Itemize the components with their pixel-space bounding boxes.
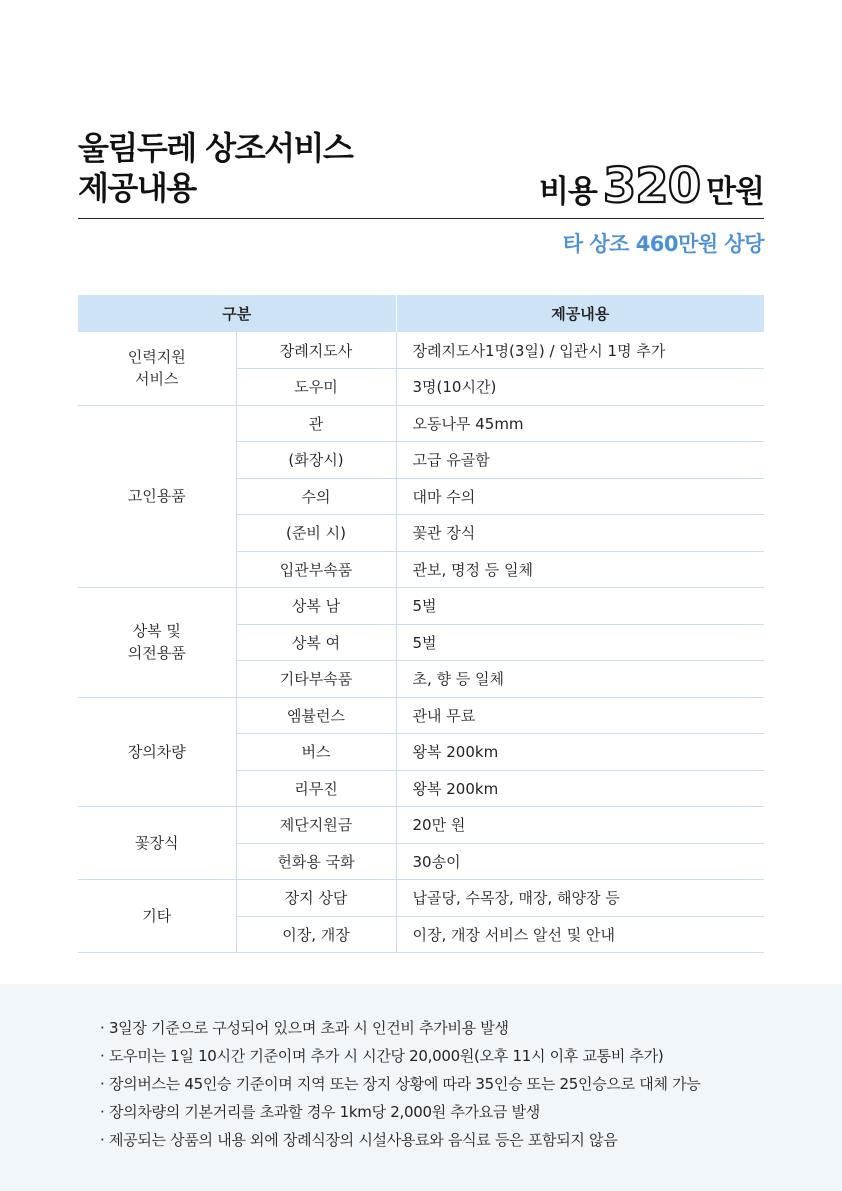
category-label: 장의차량 — [127, 742, 186, 761]
description-cell: 왕복 200km — [396, 734, 764, 771]
item-cell: 장지 상담 — [236, 880, 396, 917]
note-item: · 도우미는 1일 10시간 기준이며 추가 시 시간당 20,000원(오후 11시 이후 교통비 추가) — [100, 1042, 700, 1070]
title-line-2: 제공내용 — [78, 169, 196, 207]
description-cell: 장례지도사1명(3일) / 입관시 1명 추가 — [396, 332, 764, 369]
category-label: 서비스 — [135, 370, 179, 389]
description-cell: 5벌 — [396, 624, 764, 661]
category-label: 기타 — [142, 907, 172, 925]
category-label: 상복 및 — [132, 622, 181, 641]
table-row — [78, 697, 764, 734]
category-cell — [78, 807, 236, 880]
notes-list — [100, 1014, 700, 1154]
category-label: 의전용품 — [127, 644, 186, 663]
note-item: · 장의버스는 45인승 기준이며 지역 또는 장지 상황에 따라 35인승 또는 25인승으로 대체 가능 — [100, 1070, 700, 1098]
category-cell — [78, 405, 236, 588]
category-label: 꽃장식 — [135, 834, 179, 852]
category-cell — [78, 588, 236, 698]
note-item: · 3일장 기준으로 구성되어 있으며 초과 시 인건비 추가비용 발생 — [100, 1014, 700, 1042]
description-cell: 30송이 — [396, 843, 764, 880]
table-header-row — [78, 295, 764, 332]
item-cell: 상복 남 — [236, 588, 396, 625]
description-cell: 관보, 명정 등 일체 — [396, 551, 764, 588]
item-cell: 수의 — [236, 478, 396, 515]
item-cell: 엠뷸런스 — [236, 697, 396, 734]
table-body — [78, 332, 764, 953]
header-content: 제공내용 — [396, 295, 764, 332]
category-cell — [78, 332, 236, 405]
description-cell: 3명(10시간) — [396, 369, 764, 406]
table-row — [78, 332, 764, 369]
description-cell: 왕복 200km — [396, 770, 764, 807]
item-cell: 제단지원금 — [236, 807, 396, 844]
page-header — [78, 128, 764, 220]
description-cell: 이장, 개장 서비스 알선 및 안내 — [396, 916, 764, 953]
category-cell — [78, 697, 236, 807]
note-item: · 제공되는 상품의 내용 외에 장례식장의 시설사용료와 음식료 등은 포함되지 않음 — [100, 1126, 700, 1154]
description-cell: 납골당, 수목장, 매장, 해양장 등 — [396, 880, 764, 917]
item-cell: 장례지도사 — [236, 332, 396, 369]
category-cell — [78, 880, 236, 953]
price-display — [538, 158, 764, 214]
item-cell: 헌화용 국화 — [236, 843, 396, 880]
item-cell: 관 — [236, 405, 396, 442]
table-row — [78, 588, 764, 625]
description-cell: 초, 향 등 일체 — [396, 661, 764, 698]
description-cell: 오동나무 45mm — [396, 405, 764, 442]
price-prefix: 비용 — [538, 174, 597, 210]
category-label: 고인용품 — [127, 487, 186, 506]
item-cell: 버스 — [236, 734, 396, 771]
item-cell: 상복 여 — [236, 624, 396, 661]
notes-section — [0, 984, 842, 1191]
item-cell: 리무진 — [236, 770, 396, 807]
item-cell: 이장, 개장 — [236, 916, 396, 953]
table-row — [78, 405, 764, 442]
description-cell: 관내 무료 — [396, 697, 764, 734]
description-cell: 대마 수의 — [396, 478, 764, 515]
description-cell: 꽃관 장식 — [396, 515, 764, 552]
item-cell: 입관부속품 — [236, 551, 396, 588]
service-table — [78, 295, 764, 953]
item-cell: 기타부속품 — [236, 661, 396, 698]
title-line-1: 울림두레 상조서비스 — [78, 129, 353, 167]
table-row — [78, 880, 764, 917]
header-category: 구분 — [78, 295, 396, 332]
category-label: 인력지원 — [127, 348, 186, 367]
price-value: 320 — [602, 158, 701, 214]
description-cell: 5벌 — [396, 588, 764, 625]
comparison-text: 타 상조 460만원 상당 — [562, 232, 764, 256]
note-item: · 장의차량의 기본거리를 초과할 경우 1km당 2,000원 추가요금 발생 — [100, 1098, 700, 1126]
item-cell: (화장시) — [236, 442, 396, 479]
description-cell: 고급 유골함 — [396, 442, 764, 479]
table-row — [78, 807, 764, 844]
header-divider — [78, 218, 764, 219]
description-cell: 20만 원 — [396, 807, 764, 844]
item-cell: 도우미 — [236, 369, 396, 406]
item-cell: (준비 시) — [236, 515, 396, 552]
price-suffix: 만원 — [706, 174, 764, 210]
